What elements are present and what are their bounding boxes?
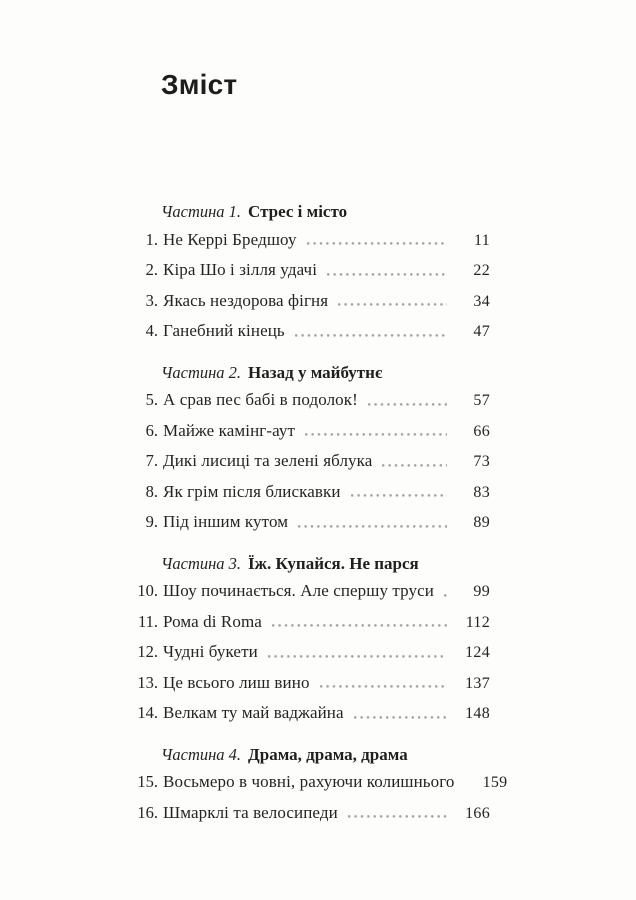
dot-leader xyxy=(382,464,447,467)
dot-leader xyxy=(295,334,447,337)
chapter-number: 1. xyxy=(145,229,158,249)
page-number: 47 xyxy=(473,323,490,340)
part-title: Драма, драма, драма xyxy=(248,744,408,764)
toc-entry xyxy=(136,316,490,347)
dot-leader xyxy=(272,624,447,627)
page-number: 159 xyxy=(482,774,508,791)
chapter-title: Майже камінг-аут xyxy=(163,420,296,440)
chapter-title: Дикі лисиці та зелені яблука xyxy=(163,451,373,470)
toc-entry xyxy=(136,607,490,638)
dot-leader xyxy=(338,303,447,306)
dot-leader xyxy=(368,403,447,406)
chapter-number: 8. xyxy=(145,481,158,501)
page-title: Зміст xyxy=(161,69,238,100)
dot-leader xyxy=(351,494,447,497)
part-label: Частина 4. xyxy=(161,744,242,764)
page-number: 34 xyxy=(473,292,490,310)
dot-leader xyxy=(305,433,447,436)
part-heading xyxy=(161,197,490,228)
part-title: Назад у майбутнє xyxy=(248,362,383,382)
page-number: 112 xyxy=(465,613,490,631)
chapter-title: Це всього лиш вино xyxy=(163,672,310,692)
dot-leader xyxy=(268,655,447,658)
page-number: 22 xyxy=(473,262,490,279)
page-number: 83 xyxy=(473,483,490,501)
chapter-title: Якась нездорова фігня xyxy=(163,290,329,310)
toc-entry xyxy=(136,767,508,798)
chapter-number: 11. xyxy=(137,611,158,631)
toc-entry xyxy=(136,798,490,829)
page-number: 66 xyxy=(473,422,490,440)
chapter-number: 4. xyxy=(145,321,158,340)
chapter-number: 13. xyxy=(137,672,158,692)
toc-entry xyxy=(136,637,490,668)
chapter-title: Не Керрі Бредшоу xyxy=(163,229,297,249)
chapter-number: 15. xyxy=(137,772,158,791)
part-label: Частина 3. xyxy=(161,553,242,573)
chapter-title: А срав пес бабі в подолок! xyxy=(163,390,358,409)
chapter-number: 14. xyxy=(137,703,158,722)
dot-leader xyxy=(354,716,447,719)
chapter-number: 2. xyxy=(145,260,158,279)
page-number: 73 xyxy=(473,453,490,470)
chapter-title: Кіра Шо і зілля удачі xyxy=(163,260,318,279)
part-title: Їж. Купайся. Не парся xyxy=(248,553,419,573)
toc-entry xyxy=(136,576,490,607)
dot-leader xyxy=(298,525,447,528)
part-heading xyxy=(161,740,490,771)
page-number: 11 xyxy=(473,231,490,249)
chapter-number: 16. xyxy=(137,802,158,822)
page-number: 57 xyxy=(473,392,490,409)
chapter-number: 6. xyxy=(145,420,158,440)
page-number: 124 xyxy=(465,644,490,661)
chapter-number: 10. xyxy=(137,581,158,600)
chapter-number: 9. xyxy=(145,512,158,531)
chapter-title: Під іншим кутом xyxy=(163,512,289,531)
toc-entry xyxy=(136,416,490,447)
dot-leader xyxy=(348,815,447,818)
page-number: 148 xyxy=(465,705,490,722)
chapter-title: Шоу починається. Але спершу труси xyxy=(163,581,434,600)
part-label: Частина 2. xyxy=(161,362,242,382)
chapter-title: Восьмеро в човні, рахуючи колишнього xyxy=(163,772,455,791)
chapter-title: Рома di Roma xyxy=(163,611,262,631)
toc-entry xyxy=(136,507,490,538)
chapter-number: 12. xyxy=(137,642,158,661)
dot-leader xyxy=(307,242,447,245)
page-number: 89 xyxy=(473,514,490,531)
toc-entry xyxy=(136,698,490,729)
part-title: Стрес і місто xyxy=(248,202,348,221)
dot-leader xyxy=(320,685,447,688)
toc-entry xyxy=(136,286,490,317)
chapter-number: 3. xyxy=(145,290,158,310)
part-heading xyxy=(161,549,490,580)
chapter-title: Шмарклі та велосипеди xyxy=(163,802,338,822)
toc-entry xyxy=(136,668,490,699)
toc-entry xyxy=(136,385,490,416)
table-of-contents xyxy=(136,197,508,828)
chapter-number: 5. xyxy=(145,390,158,409)
toc-entry xyxy=(136,446,490,477)
page-number: 99 xyxy=(473,583,490,600)
chapter-number: 7. xyxy=(145,451,158,470)
part-heading xyxy=(161,358,490,389)
chapter-title: Як грім після блискавки xyxy=(163,481,341,501)
book-contents-page xyxy=(136,0,508,828)
chapter-title: Велкам ту май ваджайна xyxy=(163,703,344,722)
part-label: Частина 1. xyxy=(161,202,242,221)
page-number: 137 xyxy=(465,674,490,692)
toc-entry xyxy=(136,255,490,286)
chapter-title: Чудні букети xyxy=(163,642,258,661)
dot-leader xyxy=(444,594,447,597)
toc-entry xyxy=(136,477,490,508)
chapter-title: Ганебний кінець xyxy=(163,321,285,340)
toc-entry xyxy=(136,225,490,256)
dot-leader xyxy=(327,273,447,276)
page-number: 166 xyxy=(465,804,490,822)
